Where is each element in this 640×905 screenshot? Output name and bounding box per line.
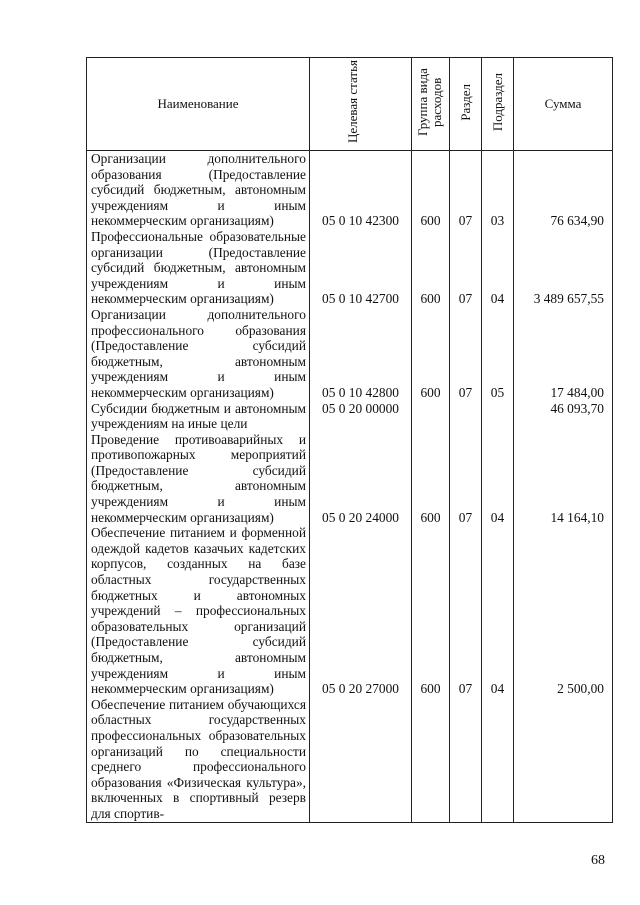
row-group: 600 — [412, 432, 450, 526]
row-subsection — [482, 697, 514, 822]
row-group: 600 — [412, 525, 450, 697]
row-group — [412, 697, 450, 822]
row-target: 05 0 10 42800 — [310, 307, 412, 401]
row-sum: 14 164,10 — [514, 432, 613, 526]
row-group: 600 — [412, 307, 450, 401]
row-group: 600 — [412, 229, 450, 307]
row-target: 05 0 20 24000 — [310, 432, 412, 526]
row-section: 07 — [450, 525, 482, 697]
table-row — [87, 697, 613, 822]
row-name: Обеспечение питанием обучающихся областных государственных профессиональных образовательных организаций по специальности среднего профессионального образования «Физическая культура», включенных в спортивный резерв для спортив- — [87, 697, 310, 822]
row-name: Обеспечение питанием и форменной одеждой кадетов казачьих кадетских корпусов, созданных на базе областных государственных бюджетных и автономных учреждений – профессиональных образовательных организаций (Предоставление субсидий бюджетным, автономным учреждениям и иным некоммерческим организациям) — [87, 525, 310, 697]
row-section: 07 — [450, 151, 482, 229]
row-section — [450, 697, 482, 822]
row-sum: 46 093,70 — [514, 401, 613, 432]
header-sum: Сумма — [514, 58, 613, 151]
row-subsection: 05 — [482, 307, 514, 401]
table-header-row — [87, 58, 613, 151]
row-target: 05 0 10 42300 — [310, 151, 412, 229]
row-section: 07 — [450, 229, 482, 307]
table-row — [87, 229, 613, 307]
row-group — [412, 401, 450, 432]
row-section: 07 — [450, 307, 482, 401]
header-group: Группа вида расходов — [412, 58, 450, 151]
table-row — [87, 525, 613, 697]
table-row — [87, 307, 613, 401]
row-subsection: 03 — [482, 151, 514, 229]
row-subsection: 04 — [482, 229, 514, 307]
row-sum: 2 500,00 — [514, 525, 613, 697]
row-sum — [514, 697, 613, 822]
table-row — [87, 151, 613, 229]
row-section: 07 — [450, 432, 482, 526]
row-subsection — [482, 401, 514, 432]
row-subsection: 04 — [482, 525, 514, 697]
row-target — [310, 697, 412, 822]
row-name: Организации дополнительного образования (Предоставление субсидий бюджетным, автономным учреждениям и иным некоммерческим организациям) — [87, 151, 310, 229]
row-group: 600 — [412, 151, 450, 229]
table-row — [87, 432, 613, 526]
row-name: Субсидии бюджетным и автономным учреждениям на иные цели — [87, 401, 310, 432]
row-name: Профессиональные образовательные организации (Предоставление субсидий бюджетным, автономным учреждениям и иным некоммерческим организациям) — [87, 229, 310, 307]
row-target: 05 0 20 27000 — [310, 525, 412, 697]
table-row — [87, 401, 613, 432]
row-name: Организации дополнительного профессионального образования (Предоставление субсидий бюджетным, автономным учреждениям и иным некоммерческим организациям) — [87, 307, 310, 401]
header-target: Целевая статья — [310, 58, 412, 151]
header-section: Раздел — [450, 58, 482, 151]
row-subsection: 04 — [482, 432, 514, 526]
row-target: 05 0 20 00000 — [310, 401, 412, 432]
row-sum: 76 634,90 — [514, 151, 613, 229]
row-sum: 17 484,00 — [514, 307, 613, 401]
budget-table — [86, 57, 613, 823]
page-number: 68 — [591, 853, 605, 868]
row-name: Проведение противоаварийных и противопожарных мероприятий (Предоставление субсидий бюджетным, автономным учреждениям и иным некоммерческим организациям) — [87, 432, 310, 526]
row-target: 05 0 10 42700 — [310, 229, 412, 307]
header-name: Наименование — [87, 58, 310, 151]
row-sum: 3 489 657,55 — [514, 229, 613, 307]
header-subsection: Подраздел — [482, 58, 514, 151]
row-section — [450, 401, 482, 432]
